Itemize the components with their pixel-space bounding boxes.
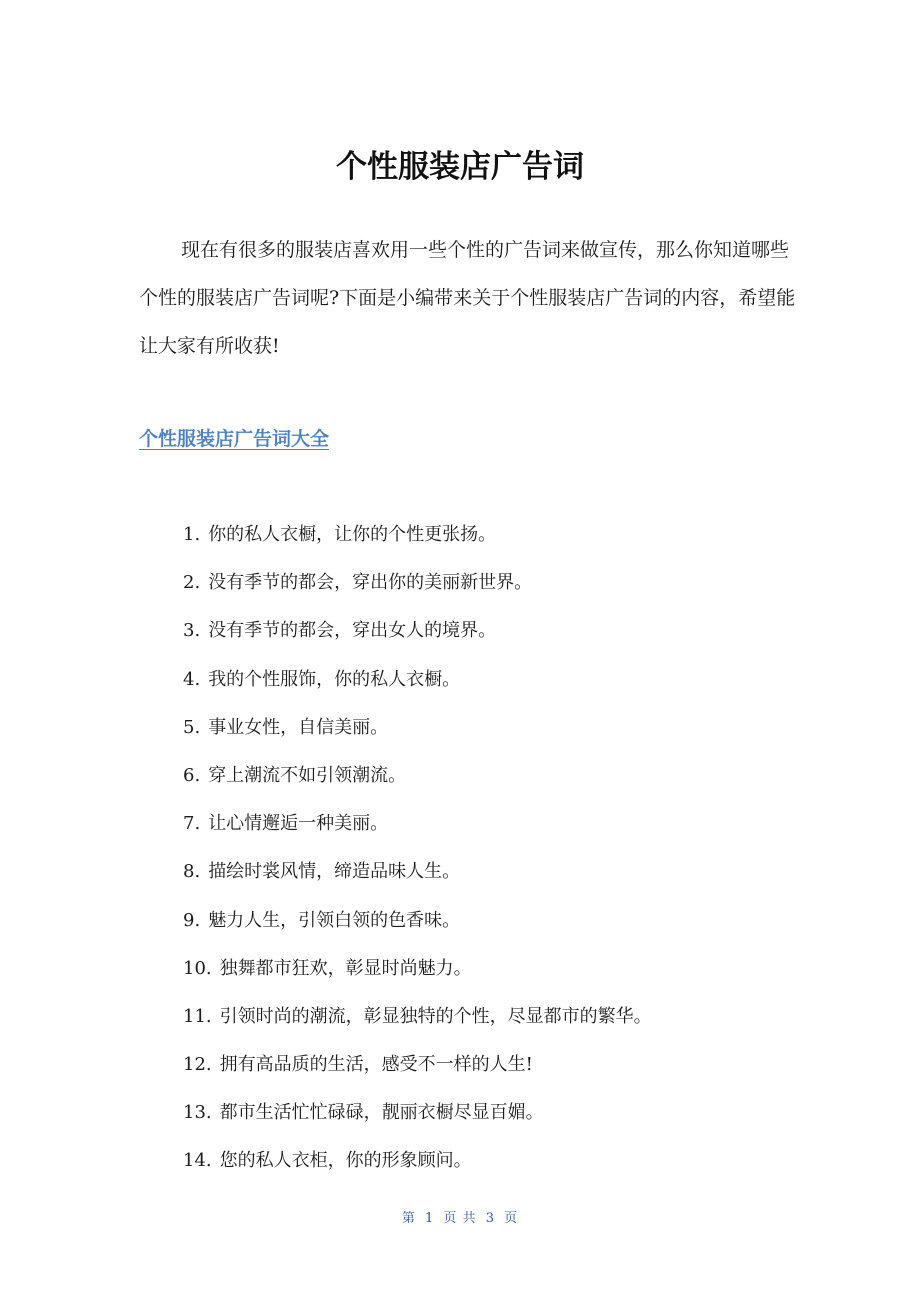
item-number: 14. — [183, 1150, 212, 1172]
item-number: 9. — [183, 909, 201, 931]
item-text: 都市生活忙忙碌碌，靓丽衣橱尽显百媚。 — [219, 1102, 544, 1124]
list-item — [183, 564, 652, 612]
list-item — [183, 516, 652, 564]
intro-paragraph: 现在有很多的服装店喜欢用一些个性的广告词来做宣传，那么你知道哪些个性的服装店广告词呢?下面是小编带来关于个性服装店广告词的内容，希望能让大家有所收获! — [139, 239, 796, 357]
item-number: 1. — [183, 524, 201, 545]
item-text: 您的私人衣柜，你的形象顾问。 — [219, 1150, 472, 1172]
slogan-list — [183, 516, 652, 1191]
list-item — [183, 661, 652, 709]
list-item — [183, 950, 652, 998]
item-text: 我的个性服饰，你的私人衣橱。 — [208, 668, 461, 690]
list-item — [183, 612, 652, 660]
footer-middle: 页 共 — [443, 1211, 477, 1226]
item-text: 引领时尚的潮流，彰显独特的个性，尽显都市的繁华。 — [219, 1005, 652, 1027]
item-number: 4. — [183, 668, 201, 690]
document-title: 个性服装店广告词 — [336, 149, 584, 185]
item-text: 描绘时裳风情，缔造品味人生。 — [208, 861, 461, 883]
footer-current-page: 1 — [425, 1211, 435, 1226]
footer-prefix: 第 — [401, 1211, 416, 1226]
item-text: 让心情邂逅一种美丽。 — [208, 813, 389, 835]
item-number: 10. — [183, 957, 212, 979]
footer-total-pages: 3 — [485, 1211, 495, 1226]
item-number: 13. — [183, 1102, 212, 1124]
page-footer — [0, 1207, 920, 1226]
list-item — [183, 998, 652, 1046]
item-text: 穿上潮流不如引领潮流。 — [208, 764, 407, 786]
item-number: 12. — [183, 1054, 212, 1076]
list-item — [183, 805, 652, 853]
item-number: 5. — [183, 716, 201, 738]
list-item — [183, 1046, 652, 1094]
list-item — [183, 1094, 652, 1142]
item-number: 6. — [183, 764, 201, 786]
item-text: 你的私人衣橱，让你的个性更张扬。 — [208, 524, 497, 545]
item-text: 独舞都市狂欢，彰显时尚魅力。 — [219, 957, 472, 979]
item-text: 没有季节的都会，穿出女人的境界。 — [208, 620, 497, 642]
section-heading-link[interactable]: 个性服装店广告词大全 — [139, 428, 330, 450]
footer-suffix: 页 — [504, 1211, 519, 1226]
item-text: 事业女性，自信美丽。 — [208, 716, 389, 738]
list-item — [183, 902, 652, 950]
item-number: 3. — [183, 620, 201, 642]
item-text: 没有季节的都会，穿出你的美丽新世界。 — [208, 572, 533, 594]
item-number: 11. — [183, 1005, 212, 1027]
list-item — [183, 709, 652, 757]
list-item — [183, 853, 652, 901]
item-number: 7. — [183, 813, 201, 835]
list-item — [183, 757, 652, 805]
item-text: 拥有高品质的生活，感受不一样的人生! — [219, 1054, 533, 1076]
item-number: 8. — [183, 861, 201, 883]
item-number: 2. — [183, 572, 201, 594]
list-item — [183, 1142, 652, 1190]
item-text: 魅力人生，引领白领的色香味。 — [208, 909, 461, 931]
